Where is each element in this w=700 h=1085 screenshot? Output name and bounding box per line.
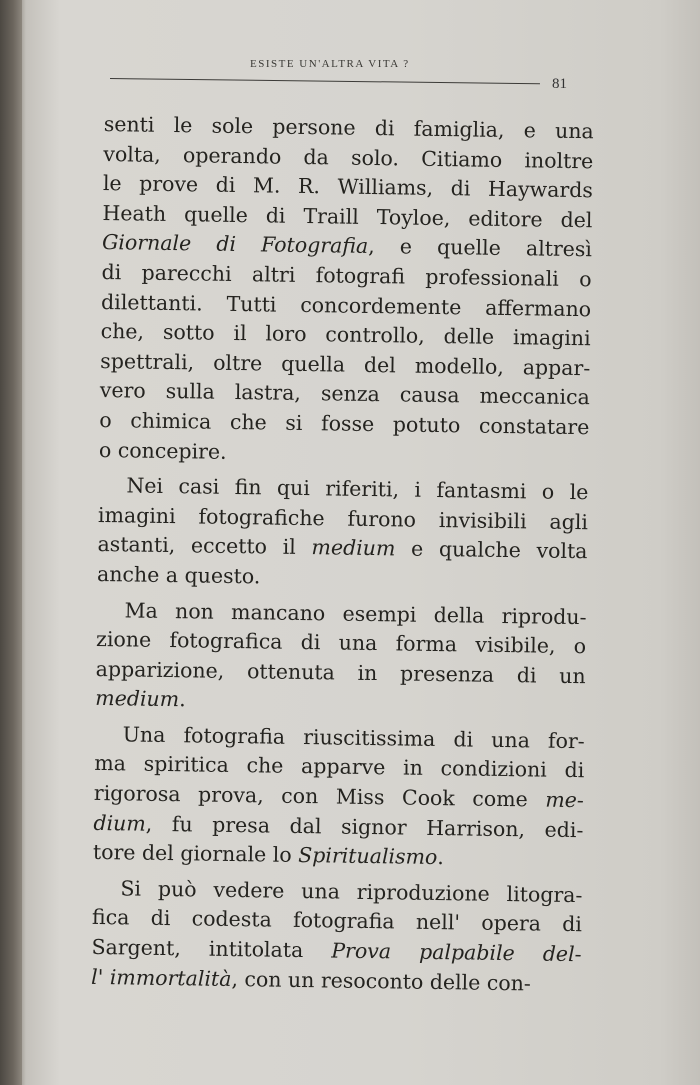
text-run: Una fotografia riuscitissima di una for- [122,722,585,754]
italic-text: me- [545,787,584,813]
text-run: . [178,687,186,712]
text-run: che, sotto il loro controllo, delle imagini [100,319,591,351]
text-run: o chimica che si fosse potuto constatare [99,407,590,440]
text-run: zione fotografica di una forma visibile, o [95,627,587,659]
italic-text: medium [95,686,180,712]
text-run: o concepire. [98,437,227,464]
text-run: fica di codesta fotografia nell' opera di [91,905,583,937]
book-spine-shadow [0,0,22,1085]
text-run: Nei casi fin qui riferiti, i fantasmi o le [126,473,589,505]
paragraph [99,110,594,472]
text-run: Si può vedere una riproduzione litogra- [120,876,583,908]
paragraph [93,720,585,875]
body-text [91,110,594,999]
italic-text: Spiritualismo [298,843,438,870]
text-run: e qualche volta [395,536,588,564]
text-run: . [437,845,445,870]
text-run: vero sulla lastra, senza causa meccanica [99,378,590,410]
text-run: , fu presa dal signor Harrison, edi- [145,811,584,842]
paragraph [97,471,589,597]
paragraph [95,595,587,721]
text-run: Heath quelle di Traill Toyloe, editore del [102,200,593,233]
text-run: di parecchi altri fotografi professionali o [101,259,592,292]
text-run: Ma non mancano esempi della riprodu- [124,597,587,629]
text-run: senti le sole persone di famiglia, e una [103,111,594,144]
paragraph [91,874,583,1000]
italic-text: dium [93,810,146,836]
text-run: apparizione, ottenuta in presenza di un [95,656,586,688]
text-run: , e quelle altresì [368,234,593,262]
italic-text: Prova palpabile del- [331,938,582,967]
text-run: spettrali, oltre quella del modello, appar- [100,348,591,380]
page-number: 81 [552,76,567,92]
text-run: ma spiritica che apparve in condizioni di [94,751,585,783]
running-title: ESISTE UN'ALTRA VITA ? [250,58,410,70]
italic-text: Giornale di Fotografia [101,230,369,259]
text-run: dilettanti. Tutti concordemente affermano [100,289,592,321]
text-run: Sargent, intitolata [91,934,332,963]
text-run: le prove di M. R. Williams, di Haywards [102,171,594,203]
text-run: astanti, eccetto il [97,532,312,560]
italic-text: medium [311,535,396,561]
text-run: volta, operando da solo. Citiamo inoltre [103,141,594,173]
text-run: , con un resoconto delle con- [231,966,531,996]
text-run: rigorosa prova, con Miss Cook come [93,780,546,812]
text-run: anche a questo. [96,561,261,589]
italic-text: l' immortalità [90,964,232,991]
text-run: imagini fotografiche furono invisibili agli [97,502,589,534]
header-rule [110,78,540,84]
text-run: tore del giornale lo [92,840,299,868]
